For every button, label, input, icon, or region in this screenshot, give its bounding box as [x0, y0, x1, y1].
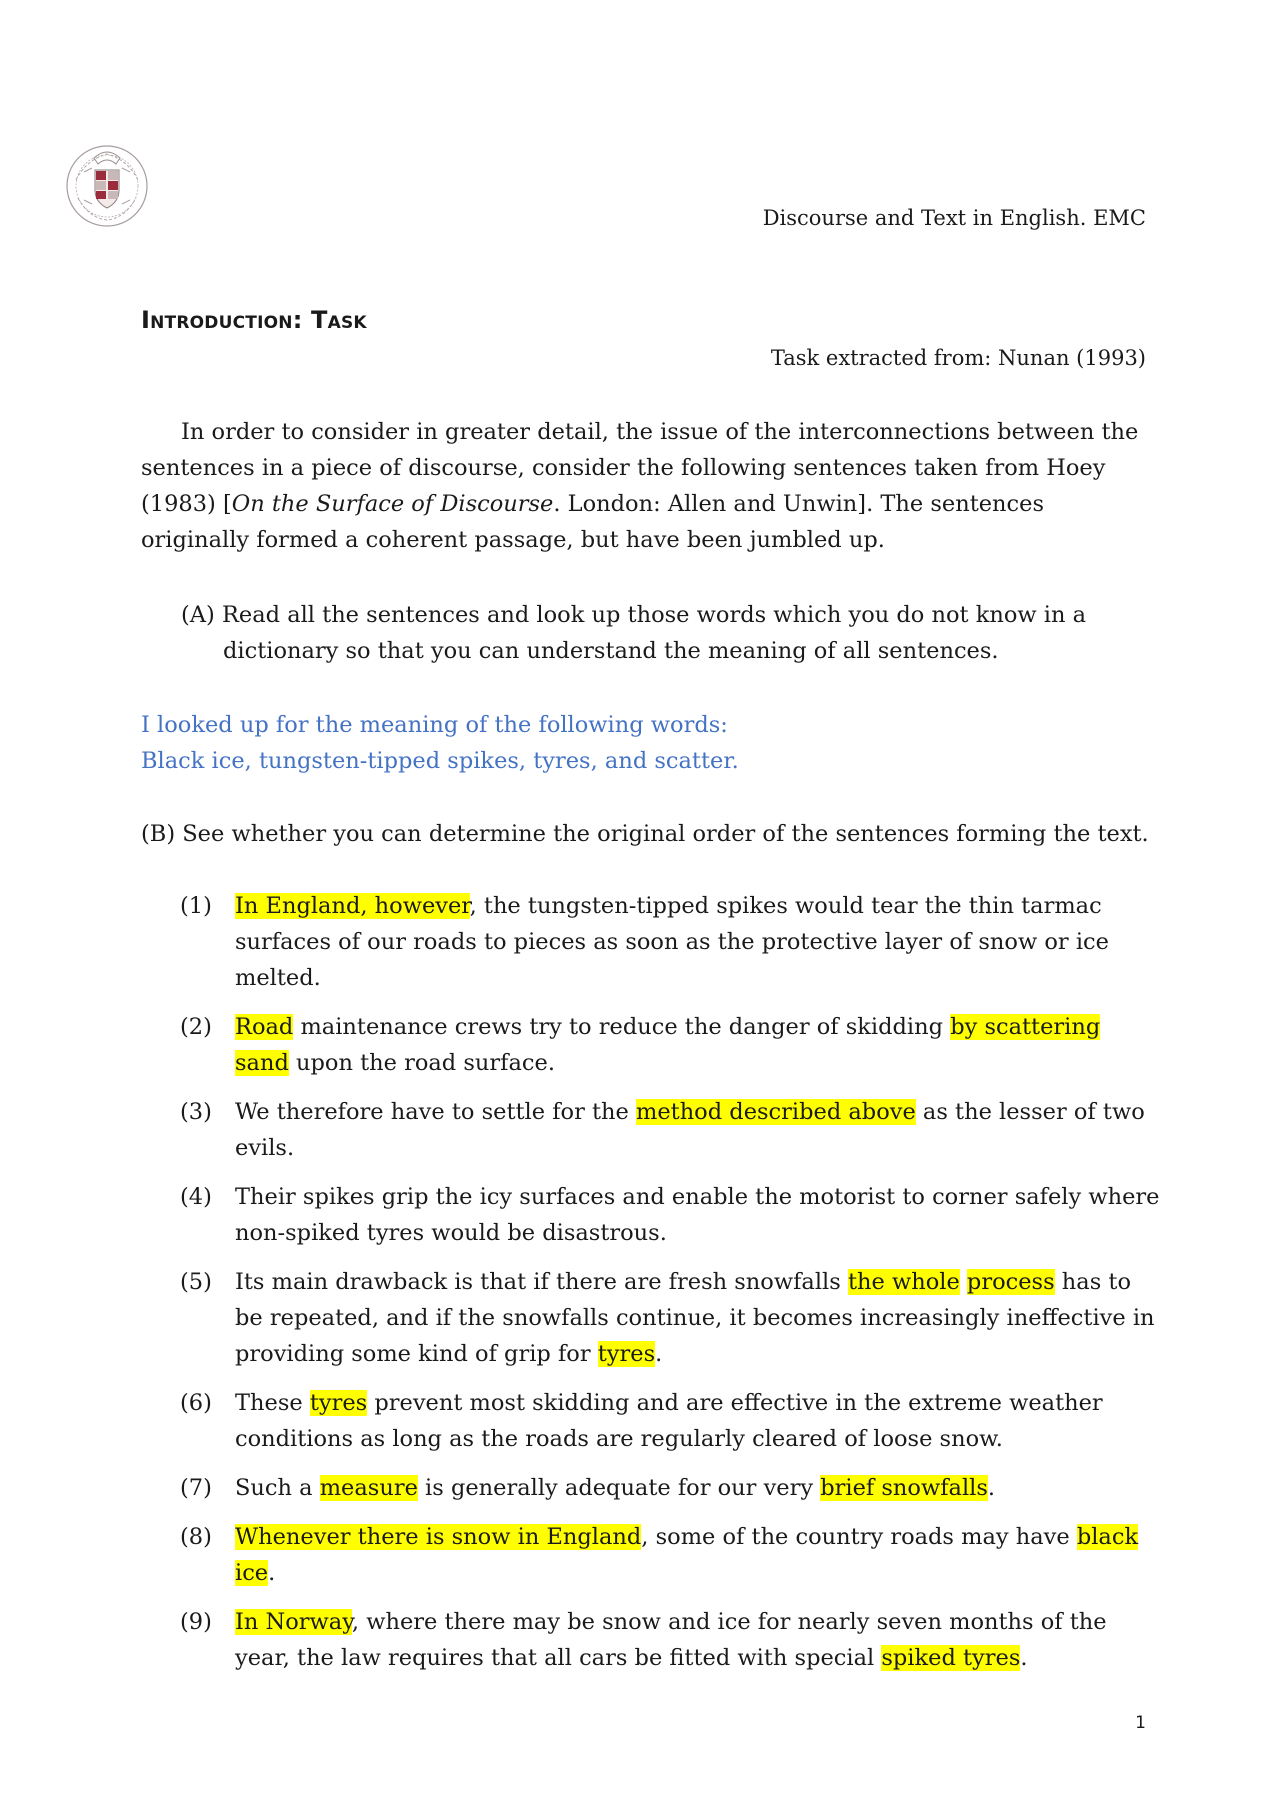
sentence-text: [960, 1269, 967, 1295]
sentence-item: [180, 1385, 1160, 1457]
sentence-text: Such a: [235, 1475, 320, 1501]
task-a-text: Read all the sentences and look up those words which you do not know in a dictionary so that you can understand the meaning of all sentences.: [221, 602, 1087, 664]
intro-text-2: . London: Allen and Unwin]. The sentences originally formed a coherent passage, but have been jumbled up.: [141, 491, 1045, 553]
sentence-text: Their spikes grip the icy surfaces and enable the motorist to corner safely where non-spiked tyres would be disastrous.: [235, 1184, 1160, 1246]
sentence-list: [180, 888, 1160, 1689]
intro-paragraph: [141, 414, 1151, 558]
sentence-text: Its main drawback is that if there are fresh snowfalls: [235, 1269, 848, 1295]
highlighted-phrase: Whenever there is snow in England: [235, 1524, 642, 1550]
highlighted-phrase: black ice: [235, 1524, 1139, 1586]
student-answer: [141, 707, 1151, 779]
highlighted-phrase: brief snowfalls: [820, 1475, 988, 1501]
sentence-text: , where there may be snow and ice for nearly seven months of the year, the law requires that all cars be fitted with special: [235, 1609, 1107, 1671]
sentence-text: prevent most skidding and are effective in the extreme weather conditions as long as the roads are regularly cleared of loose snow.: [235, 1390, 1103, 1452]
sentence-text: as the lesser of two evils.: [235, 1099, 1145, 1161]
task-a: [181, 597, 1133, 669]
sentence-number: (4): [180, 1184, 212, 1210]
sentence-number: (3): [180, 1099, 212, 1125]
university-seal-logo: [64, 140, 150, 232]
sentence-number: (5): [180, 1269, 212, 1295]
sentence-item: [180, 1264, 1160, 1372]
sentence-text: upon the road surface.: [288, 1050, 555, 1076]
sentence-number: (9): [180, 1609, 212, 1635]
sentence-text: These: [235, 1390, 310, 1416]
task-b: (B) See whether you can determine the original order of the sentences forming the text.: [141, 821, 1149, 847]
highlighted-phrase: measure: [319, 1475, 418, 1501]
sentence-text: .: [655, 1341, 663, 1367]
sentence-item: [180, 1009, 1160, 1081]
highlighted-phrase: spiked tyres: [881, 1645, 1021, 1671]
answer-line-1: I looked up for the meaning of the following words:: [141, 712, 728, 738]
sentence-text: .: [987, 1475, 996, 1501]
sentence-item: [180, 1094, 1160, 1166]
highlighted-phrase: In Norway: [235, 1609, 352, 1635]
section-title: Introduction: Task: [141, 306, 367, 334]
sentence-text: , the tungsten-tipped spikes would tear the thin tarmac surfaces of our roads to pieces as soon as the protective layer of snow or ice melted.: [235, 893, 1109, 991]
highlighted-phrase: In England, however: [235, 893, 470, 919]
sentence-text: .: [268, 1560, 276, 1586]
task-a-label: (A): [181, 602, 215, 628]
sentence-item: [180, 1470, 1160, 1506]
sentence-item: [180, 1519, 1160, 1591]
highlighted-phrase: process: [966, 1269, 1055, 1295]
answer-line-2: Black ice, tungsten-tipped spikes, tyres, and scatter.: [141, 748, 739, 774]
sentence-text: maintenance crews try to reduce the danger of skidding: [293, 1014, 951, 1040]
sentence-number: (1): [180, 893, 212, 919]
highlighted-phrase: by scattering sand: [235, 1014, 1101, 1076]
sentence-text: , some of the country roads may have: [641, 1524, 1077, 1550]
highlighted-phrase: method described above: [636, 1099, 916, 1125]
sentence-text: is generally adequate for our very: [417, 1475, 821, 1501]
sentence-number: (7): [180, 1475, 212, 1501]
sentence-number: (6): [180, 1390, 212, 1416]
sentence-item: [180, 1179, 1160, 1251]
highlighted-phrase: Road: [235, 1014, 294, 1040]
sentence-text: We therefore have to settle for the: [235, 1099, 636, 1125]
sentence-item: [180, 888, 1160, 996]
highlighted-phrase: tyres: [309, 1390, 368, 1416]
sentence-item: [180, 1604, 1160, 1676]
sentence-text: .: [1020, 1645, 1028, 1671]
intro-text-1: In order to consider in greater detail, the issue of the interconnections between the sentences in a piece of discourse, consider the following sentences taken from Hoey (1983) [: [141, 419, 1139, 517]
task-source: Task extracted from: Nunan (1993): [770, 346, 1146, 370]
sentence-number: (8): [180, 1524, 212, 1550]
sentence-number: (2): [180, 1014, 212, 1040]
sentence-text: has to be repeated, and if the snowfalls continue, it becomes increasingly ineffective in providing some kind of grip for: [235, 1269, 1155, 1367]
book-title: On the Surface of Discourse: [231, 491, 554, 517]
highlighted-phrase: the whole: [847, 1269, 960, 1295]
highlighted-phrase: tyres: [597, 1341, 656, 1367]
course-header: Discourse and Text in English. EMC: [762, 206, 1146, 230]
page-number: 1: [1135, 1713, 1146, 1733]
